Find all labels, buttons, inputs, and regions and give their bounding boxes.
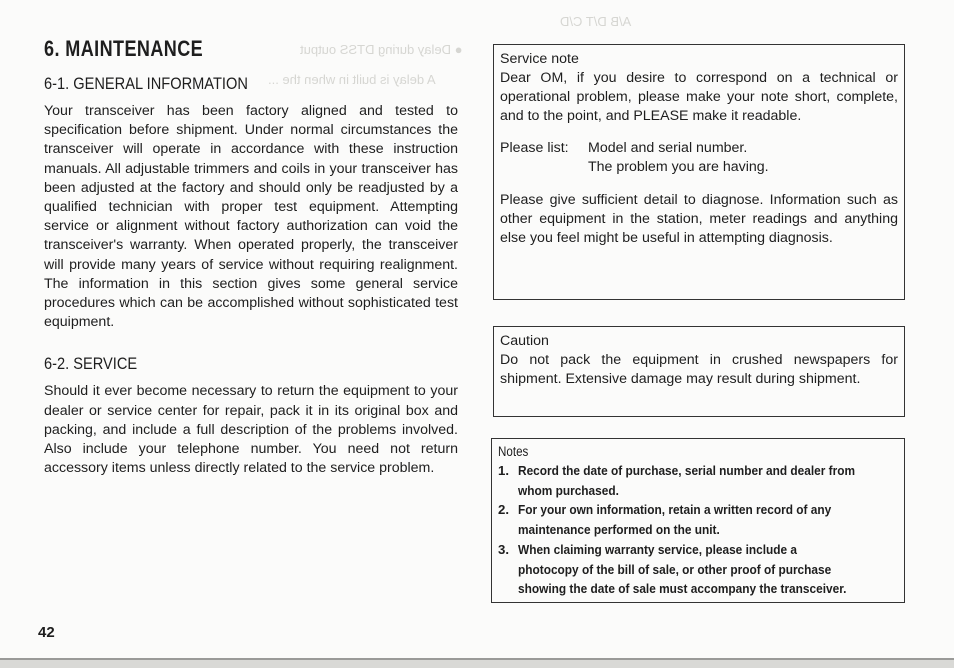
note-text: For your own information, retain a written record of any maintenance performed on the unit. <box>518 502 832 538</box>
service-note-list-row <box>500 139 898 158</box>
caution-box <box>493 326 905 417</box>
service-note-list-row <box>500 158 898 177</box>
bleed-through-text: ● Delay during DTSS output <box>300 42 463 57</box>
please-list-label: Please list: <box>500 139 569 156</box>
chapter-title: 6. MAINTENANCE <box>44 36 204 61</box>
service-note-detail: Please give sufficient detail to diagnose. Information such as other equipment in the station, meter readings and anything else you feel might be useful in attempting diagnosis. <box>500 192 898 247</box>
page-bottom-edge <box>0 658 954 668</box>
list-item: The problem you are having. <box>588 158 769 175</box>
service-paragraph: Should it ever become necessary to return the equipment to your dealer or service center for repair, pack it in its original box and packing, and include a full description of the problems involved. Also include your telephone number. You need not return accessory items unless directly related to the service problem. <box>44 383 458 477</box>
section-title-general-information: 6-1. GENERAL INFORMATION <box>44 74 248 93</box>
note-number: 1. <box>498 463 509 478</box>
notes-title: Notes <box>498 444 529 459</box>
note-item <box>498 500 898 539</box>
note-item <box>498 461 898 500</box>
service-note-intro: Dear OM, if you desire to correspond on a technical or operational problem, please make your note short, complete, and to the point, and PLEASE make it readable. <box>500 70 898 125</box>
bleed-through-text: A/B D/T C/D <box>560 14 632 29</box>
note-number: 3. <box>498 541 509 557</box>
notes-box <box>491 438 905 603</box>
note-number: 2. <box>498 502 509 518</box>
left-column <box>44 30 458 478</box>
page-number: 42 <box>38 624 55 641</box>
note-text: When claiming warranty service, please include a photocopy of the bill of sale, or other proof of purchase showing the date of sale must accompany the transceiver. <box>518 541 847 597</box>
note-text: Record the date of purchase, serial number and dealer from whom purchased. <box>518 463 856 498</box>
general-information-paragraph: Your transceiver has been factory aligned and tested to specification before shipment. Under normal circumstances the transceiver will operate in accordance with these instruction manuals. All adjustable trimmers and coils in your transceiver has been adjusted at the factory and should only be readjusted by a qualified technician with proper test equipment. Attempting service or alignment without factory authorization can void the transceiver's warranty. When operated properly, the transceiver will provide many years of service without requiring realignment. The information in this section gives some general service procedures which can be accomplished without sophisticated test equipment. <box>44 103 458 331</box>
bleed-through-text: A delay is built in when the ... <box>268 72 436 87</box>
list-item: Model and serial number. <box>588 139 748 156</box>
service-note-title: Service note <box>500 51 579 67</box>
caution-title: Caution <box>500 333 549 349</box>
service-note-box <box>493 44 905 300</box>
section-title-service: 6-2. SERVICE <box>44 354 138 374</box>
caution-text: Do not pack the equipment in crushed newspapers for shipment. Extensive damage may result during shipment. <box>500 352 898 388</box>
note-item <box>498 540 898 599</box>
